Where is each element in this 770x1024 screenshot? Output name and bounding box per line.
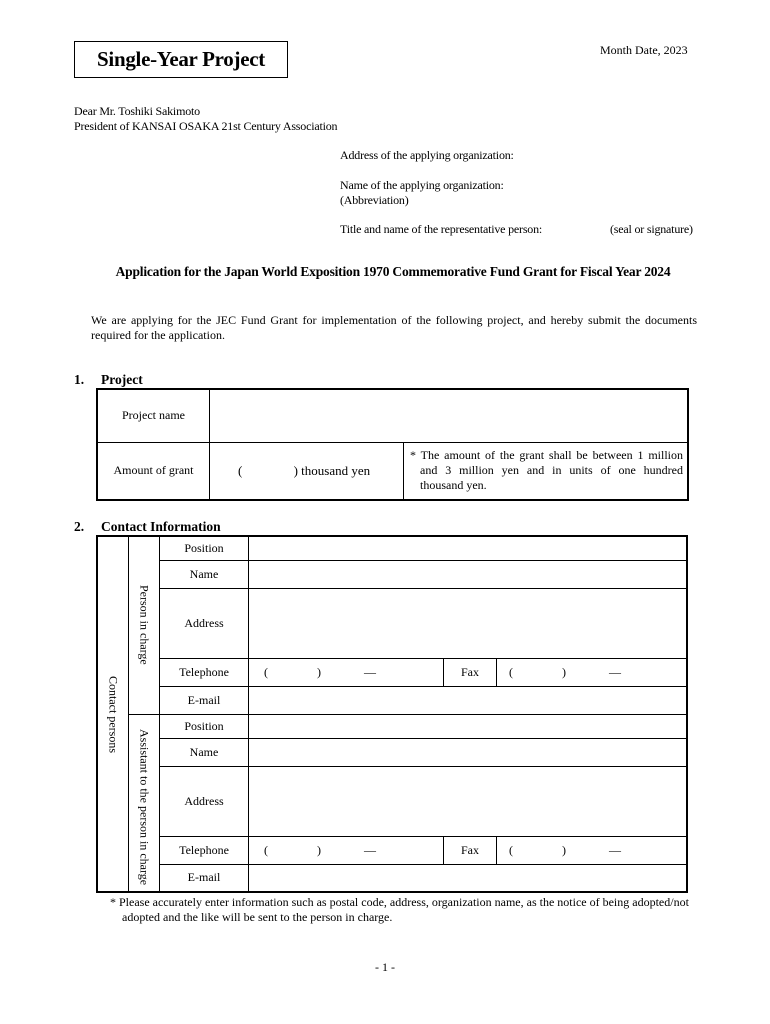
section1-title: Project bbox=[101, 372, 143, 387]
person-in-charge-label: Person in charge bbox=[137, 585, 152, 665]
contact-persons-label: Contact persons bbox=[106, 675, 121, 753]
assistant-label: Assistant to the person in charge bbox=[137, 728, 152, 885]
asst-fax-field[interactable] bbox=[497, 836, 688, 864]
section2-number: 2. bbox=[74, 519, 85, 534]
asst-address-label: Address bbox=[160, 766, 249, 836]
applicant-abbrev-label: (Abbreviation) bbox=[340, 193, 409, 207]
pic-tel-close: ) bbox=[317, 664, 321, 679]
project-name-label: Project name bbox=[97, 389, 210, 442]
person-in-charge-cell bbox=[129, 536, 160, 714]
intro-paragraph: We are applying for the JEC Fund Grant for implementation of the following project, and hereby submit the documents required for the application. bbox=[91, 313, 697, 342]
asst-telephone-label: Telephone bbox=[160, 836, 249, 864]
contact-table bbox=[96, 535, 688, 893]
pic-tel-open: ( bbox=[264, 664, 268, 679]
asst-email-field[interactable] bbox=[249, 864, 688, 892]
amount-note: * The amount of the grant shall be between 1 million and 3 million yen and in units of one hundred thousand yen. bbox=[410, 448, 683, 493]
asst-fax-label: Fax bbox=[444, 836, 497, 864]
pic-fax-field[interactable] bbox=[497, 658, 688, 686]
page-number: - 1 - bbox=[375, 960, 395, 974]
asst-position-label: Position bbox=[160, 714, 249, 738]
pic-tel-dash: — bbox=[364, 664, 376, 679]
project-table bbox=[96, 388, 689, 501]
contact-persons-cell bbox=[97, 536, 129, 892]
amount-open-paren: ( bbox=[238, 462, 243, 478]
assistant-cell bbox=[129, 714, 160, 892]
pic-telephone-label: Telephone bbox=[160, 658, 249, 686]
pic-name-label: Name bbox=[160, 560, 249, 588]
pic-fax-label: Fax bbox=[444, 658, 497, 686]
pic-email-label: E-mail bbox=[160, 686, 249, 714]
applicant-name-label: Name of the applying organization: bbox=[340, 178, 504, 192]
amount-unit: ) thousand yen bbox=[293, 462, 371, 478]
asst-address-field[interactable] bbox=[249, 766, 688, 836]
pic-address-label: Address bbox=[160, 588, 249, 658]
asst-position-field[interactable] bbox=[249, 714, 688, 738]
pic-address-field[interactable] bbox=[249, 588, 688, 658]
representative-label: Title and name of the representative person: bbox=[340, 222, 543, 236]
section1-number: 1. bbox=[74, 372, 85, 387]
pic-fax-close: ) bbox=[562, 664, 566, 679]
project-type-box: Single-Year Project bbox=[74, 41, 288, 78]
asst-name-label: Name bbox=[160, 738, 249, 766]
asst-fax-close: ) bbox=[562, 842, 566, 857]
project-name-field[interactable] bbox=[210, 389, 689, 442]
contact-footnote: * Please accurately enter information such as postal code, address, organization name, as the notice of being adopted/not adopted and the like will be sent to the person in charge. bbox=[110, 895, 689, 924]
asst-fax-open: ( bbox=[509, 842, 513, 857]
asst-email-label: E-mail bbox=[160, 864, 249, 892]
pic-fax-open: ( bbox=[509, 664, 513, 679]
asst-name-field[interactable] bbox=[249, 738, 688, 766]
amount-label: Amount of grant bbox=[97, 442, 210, 500]
application-heading: Application for the Japan World Exposition 1970 Commemorative Fund Grant for Fiscal Year 2024 bbox=[115, 264, 671, 279]
addressee-line-1: Dear Mr. Toshiki Sakimoto bbox=[74, 104, 200, 118]
section2-title: Contact Information bbox=[101, 519, 221, 534]
pic-telephone-field[interactable] bbox=[249, 658, 444, 686]
pic-position-label: Position bbox=[160, 536, 249, 560]
amount-field[interactable] bbox=[210, 442, 404, 500]
asst-fax-dash: — bbox=[609, 842, 621, 857]
pic-email-field[interactable] bbox=[249, 686, 688, 714]
asst-tel-open: ( bbox=[264, 842, 268, 857]
seal-label: (seal or signature) bbox=[610, 222, 693, 236]
pic-position-field[interactable] bbox=[249, 536, 688, 560]
addressee-line-2: President of KANSAI OSAKA 21st Century Association bbox=[74, 119, 338, 133]
pic-name-field[interactable] bbox=[249, 560, 688, 588]
asst-tel-close: ) bbox=[317, 842, 321, 857]
asst-tel-dash: — bbox=[364, 842, 376, 857]
date-line: Month Date, 2023 bbox=[600, 43, 688, 57]
pic-fax-dash: — bbox=[609, 664, 621, 679]
asst-telephone-field[interactable] bbox=[249, 836, 444, 864]
applicant-address-label: Address of the applying organization: bbox=[340, 148, 514, 162]
